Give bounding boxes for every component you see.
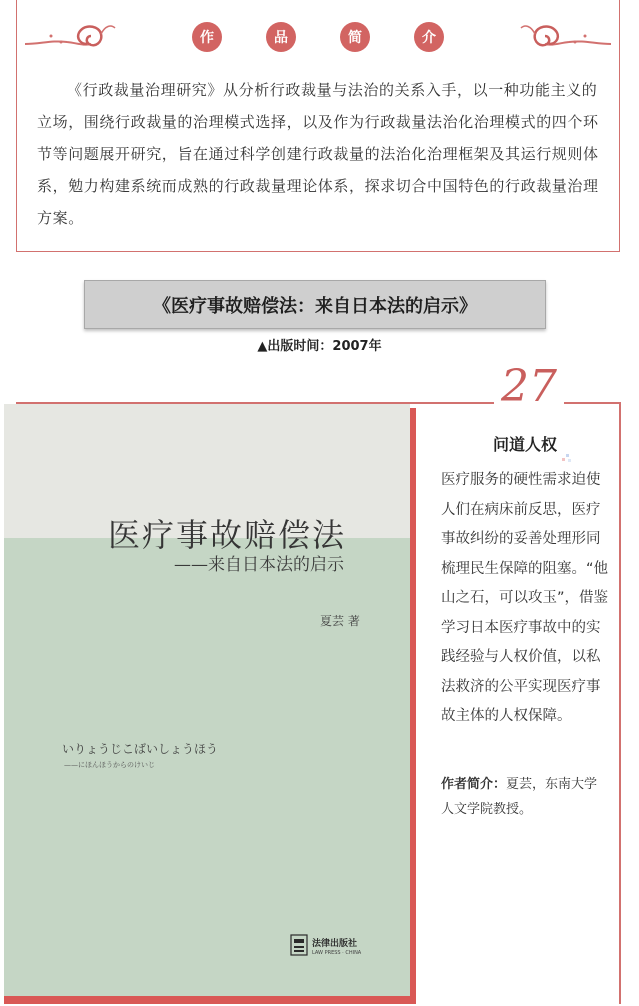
author-label: 作者简介：	[441, 777, 507, 792]
heading-char: 作	[192, 22, 222, 52]
intro-card	[16, 0, 620, 252]
publisher-logo-icon	[290, 934, 308, 956]
pixel-deco-icon	[562, 454, 572, 464]
author-intro	[441, 772, 609, 822]
book-number: 27	[494, 362, 564, 412]
cover-subtitle: ——来自日本法的启示	[174, 555, 344, 575]
book-title-banner: 《医疗事故赔偿法：来自日本法的启示》	[84, 280, 546, 329]
cover-title: 医疗事故赔偿法	[108, 516, 347, 554]
book-description: 医疗服务的硬性需求迫使人们在病床前反思，医疗事故纠纷的妥善处理形同梳理民生保障的阻塞。“他山之石，可以攻玉”，借鉴学习日本医疗事故中的实践经验与人权价值，以私法救济的公平实现医疗事故主体的人权保障。	[441, 472, 609, 724]
cover-kana-subtitle: ——にほんほうからのけいじ	[64, 761, 155, 769]
publisher-english-name: LAW PRESS · CHINA	[312, 950, 362, 956]
publisher-name: 法律出版社	[312, 939, 358, 949]
cover-kana-title: いりょうじこばいしょうほう	[62, 742, 219, 756]
author-text: 夏芸，东南大学人文学院教授。	[441, 777, 598, 817]
frame-right-line	[619, 402, 621, 1004]
intro-paragraph: 《行政裁量治理研究》从分析行政裁量与法治的关系入手，以一种功能主义的立场，围绕行政裁量的治理模式选择，以及作为行政裁量法治化治理模式的四个环节等问题展开研究，旨在通过科学创建行政裁量的法治化治理框架及其运行规则体系，勉力构建系统而成熟的行政裁量理论体系，探求切合中国特色的行政裁量治理方案。	[37, 81, 599, 227]
book-cover	[4, 404, 410, 996]
side-title: 问道人权	[492, 435, 557, 454]
intro-heading	[17, 22, 619, 52]
heading-char: 品	[266, 22, 296, 52]
heading-char: 简	[340, 22, 370, 52]
cover-author: 夏芸 著	[320, 614, 360, 628]
publish-time: ▲出版时间：2007年	[257, 339, 382, 354]
heading-char: 介	[414, 22, 444, 52]
